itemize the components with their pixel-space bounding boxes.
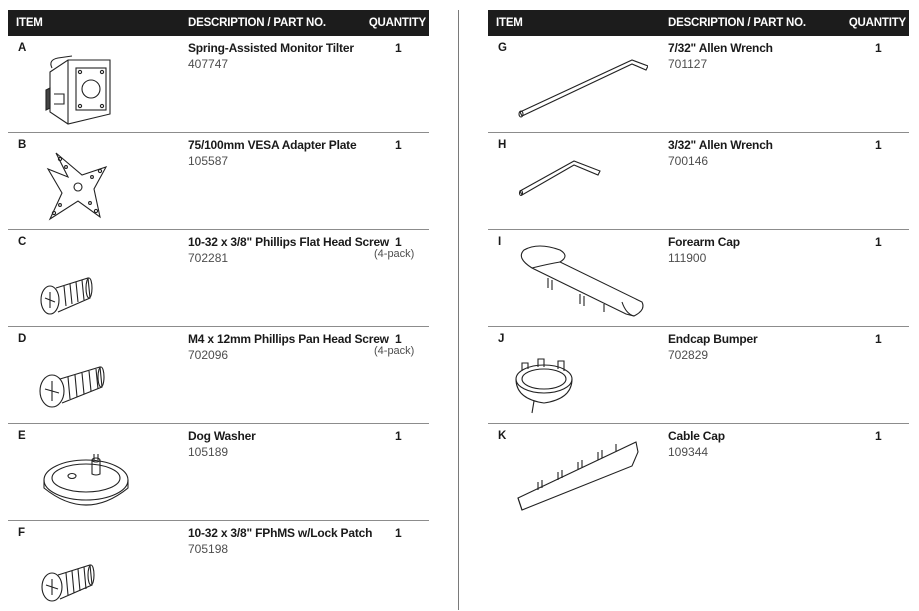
item-name: 3/32" Allen Wrench (668, 138, 773, 152)
part-number: 702281 (188, 251, 229, 265)
part-number: 105587 (188, 154, 229, 168)
item-letter: E (18, 430, 26, 442)
part-number: 407747 (188, 57, 229, 71)
item-letter: C (18, 236, 27, 248)
quantity: 1 (395, 332, 402, 346)
header-quantity: QUANTITY (848, 17, 906, 29)
item-name: Forearm Cap (668, 235, 740, 249)
part-number: 705198 (188, 542, 229, 556)
item-letter: A (18, 42, 27, 54)
part-number: 702829 (668, 348, 709, 362)
quantity: 1 (875, 332, 882, 346)
table-row (488, 133, 909, 230)
table-row (8, 521, 429, 611)
quantity: 1 (875, 41, 882, 55)
item-letter: K (498, 430, 507, 442)
lock-patch-screw-icon (28, 535, 168, 611)
pack-note: (4-pack) (374, 345, 415, 357)
item-name: Endcap Bumper (668, 332, 758, 346)
table-row (488, 230, 909, 327)
small-allen-wrench-icon (508, 147, 648, 225)
item-letter: H (498, 139, 507, 151)
header-item: ITEM (16, 17, 43, 29)
part-number: 700146 (668, 154, 709, 168)
part-number: 105189 (188, 445, 229, 459)
parts-table-right (488, 10, 909, 521)
cable-cap-icon (508, 438, 648, 516)
item-letter: I (498, 236, 502, 248)
header-quantity: QUANTITY (368, 17, 426, 29)
table-row (8, 230, 429, 327)
quantity: 1 (395, 41, 402, 55)
table-row (488, 424, 909, 521)
parts-table-left (8, 10, 429, 611)
part-number: 702096 (188, 348, 229, 362)
table-header (488, 10, 909, 36)
item-name: Spring-Assisted Monitor Tilter (188, 41, 354, 55)
quantity: 1 (395, 429, 402, 443)
item-name: 75/100mm VESA Adapter Plate (188, 138, 357, 152)
item-letter: B (18, 139, 27, 151)
table-row (488, 36, 909, 133)
vesa-plate-icon (28, 147, 168, 225)
item-letter: F (18, 527, 26, 539)
header-description: DESCRIPTION / PART NO. (188, 17, 326, 29)
table-row (8, 36, 429, 133)
item-name: Cable Cap (668, 429, 725, 443)
item-name: Dog Washer (188, 429, 256, 443)
header-description: DESCRIPTION / PART NO. (668, 17, 806, 29)
item-letter: G (498, 42, 507, 54)
table-row (8, 133, 429, 230)
column-divider (458, 10, 459, 610)
part-number: 109344 (668, 445, 709, 459)
large-allen-wrench-icon (508, 50, 648, 128)
quantity: 1 (395, 138, 402, 152)
part-number: 701127 (668, 57, 708, 71)
quantity: 1 (875, 429, 882, 443)
quantity: 1 (875, 235, 882, 249)
monitor-tilter-icon (28, 50, 168, 128)
item-name: 10-32 x 3/8" Phillips Flat Head Screw (188, 235, 390, 249)
endcap-bumper-icon (508, 341, 648, 419)
item-name: 7/32" Allen Wrench (668, 41, 773, 55)
item-name: 10-32 x 3/8" FPhMS w/Lock Patch (188, 526, 373, 540)
quantity: 1 (875, 138, 882, 152)
forearm-cap-icon (508, 244, 648, 322)
table-header (8, 10, 429, 36)
quantity: 1 (395, 235, 402, 249)
pack-note: (4-pack) (374, 248, 415, 260)
item-letter: J (498, 333, 505, 345)
quantity: 1 (395, 526, 402, 540)
flat-head-screw-icon (28, 244, 168, 322)
dog-washer-icon (28, 438, 168, 516)
item-name: M4 x 12mm Phillips Pan Head Screw (188, 332, 389, 346)
header-item: ITEM (496, 17, 523, 29)
part-number: 111900 (668, 251, 707, 265)
table-row (8, 327, 429, 424)
item-letter: D (18, 333, 27, 345)
table-row (8, 424, 429, 521)
table-row (488, 327, 909, 424)
pan-head-screw-icon (28, 341, 168, 419)
